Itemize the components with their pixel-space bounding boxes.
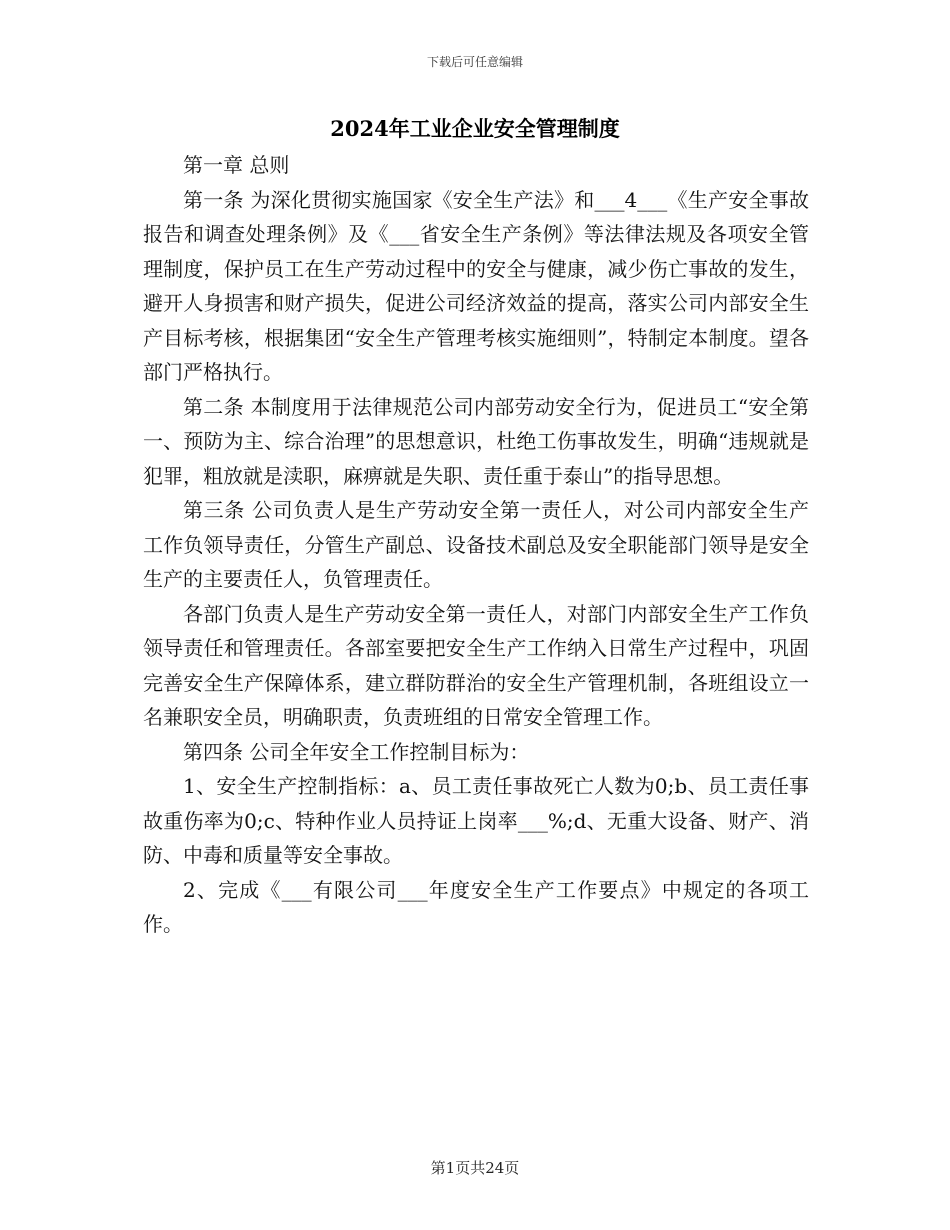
article-3: 第三条 公司负责人是生产劳动安全第一责任人，对公司内部安全生产工作负领导责任，分管生产副总、设备技术副总及安全职能部门领导是安全生产的主要责任人，负管理责任。	[143, 498, 809, 591]
article-3-continued: 各部门负责人是生产劳动安全第一责任人，对部门内部安全生产工作负领导责任和管理责任。各部室要把安全生产工作纳入日常生产过程中，巩固完善安全生产保障体系，建立群防群治的安全生产管理机制，各班组设立一名兼职安全员，明确职责，负责班组的日常安全管理工作。	[143, 601, 809, 729]
page-number: 第1页共24页	[430, 1159, 520, 1177]
article-4-item-2: 2、完成《___有限公司___年度安全生产工作要点》中规定的各项工作。	[143, 877, 809, 936]
article-4: 第四条 公司全年安全工作控制目标为：	[183, 739, 530, 764]
document-body	[143, 148, 809, 942]
document-title: 2024年工业企业安全管理制度	[330, 116, 620, 141]
chapter-heading: 第一章 总则	[183, 153, 290, 177]
article-2: 第二条 本制度用于法律规范公司内部劳动安全行为，促进员工“安全第一、预防为主、综合治理”的思想意识，杜绝工伤事故发生，明确“违规就是犯罪，粗放就是渎职，麻痹就是失职、责任重于泰山”的指导思想。	[143, 394, 809, 488]
article-4-item-1: 1、安全生产控制指标：a、员工责任事故死亡人数为0;b、员工责任事故重伤率为0;c、特种作业人员持证上岗率___%;d、无重大设备、财产、消防、中毒和质量等安全事故。	[143, 774, 809, 867]
header-note: 下载后可任意编辑	[426, 55, 523, 69]
article-1: 第一条 为深化贯彻实施国家《安全生产法》和___4___《生产安全事故报告和调查处理条例》及《___省安全生产条例》等法律法规及各项安全管理制度，保护员工在生产劳动过程中的安全与健康，减少伤亡事故的发生，避开人身损害和财产损失，促进公司经济效益的提高，落实公司内部安全生产目标考核，根据集团“安全生产管理考核实施细则”，特制定本制度。望各部门严格执行。	[143, 187, 809, 384]
